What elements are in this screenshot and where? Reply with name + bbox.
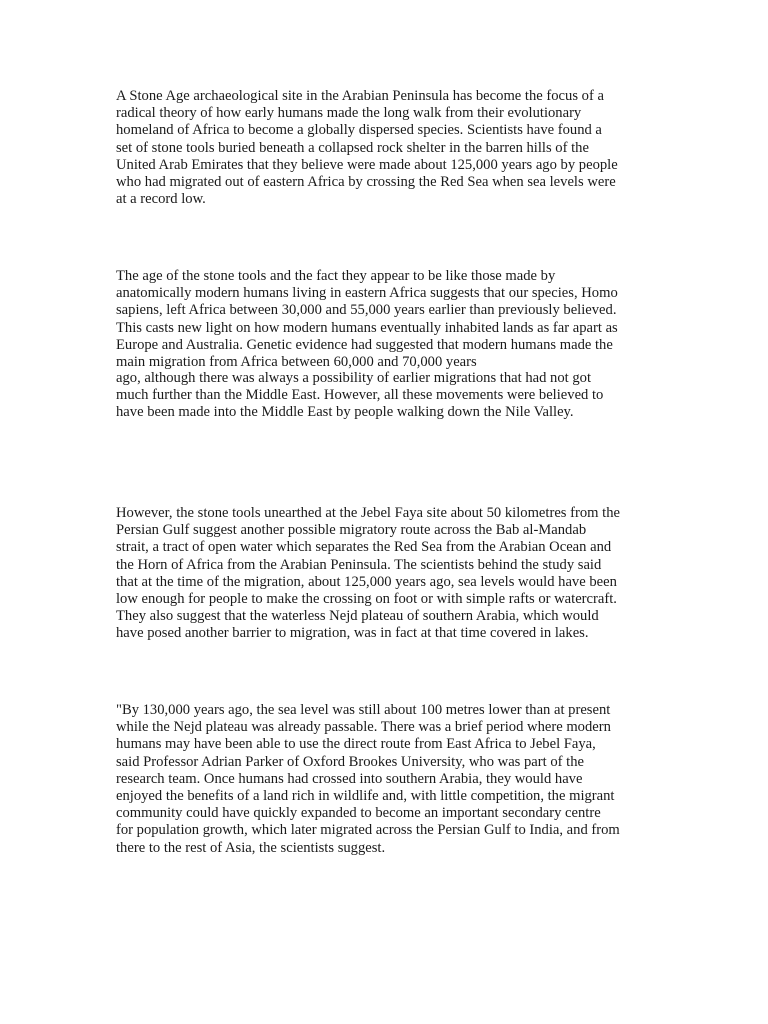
- text-line: the Horn of Africa from the Arabian Peninsula. The scientists behind the study said: [116, 556, 602, 573]
- text-line: much further than the Middle East. However, all these movements were believed to: [116, 387, 604, 404]
- text-line: They also suggest that the waterless Nejd plateau of southern Arabia, which would: [116, 608, 599, 625]
- text-line: said Professor Adrian Parker of Oxford Brookes University, who was part of the: [116, 753, 584, 770]
- text-line: United Arab Emirates that they believe were made about 125,000 years ago by people: [116, 156, 618, 173]
- text-line: ago, although there was always a possibility of earlier migrations that had not got: [116, 370, 591, 386]
- text-line: Persian Gulf suggest another possible migratory route across the Bab al-Mandab: [116, 522, 587, 539]
- text-line: A Stone Age archaeological site in the Arabian Peninsula has become the focus of a: [116, 88, 604, 104]
- paragraph-3: [116, 370, 656, 422]
- text-line: set of stone tools buried beneath a collapsed rock shelter in the barren hills of the: [116, 139, 589, 156]
- text-line: The age of the stone tools and the fact they appear to be like those made by: [116, 268, 556, 284]
- text-line: low enough for people to make the crossing on foot or with simple rafts or watercraft.: [116, 591, 617, 608]
- text-line: Europe and Australia. Genetic evidence had suggested that modern humans made the: [116, 336, 613, 353]
- text-line: anatomically modern humans living in eastern Africa suggests that our species, Homo: [116, 285, 618, 302]
- text-line: have posed another barrier to migration, was in fact at that time covered in lakes.: [116, 625, 589, 642]
- text-line: homeland of Africa to become a globally dispersed species. Scientists have found a: [116, 122, 602, 139]
- text-line: at a record low.: [116, 191, 206, 208]
- text-line: have been made into the Middle East by people walking down the Nile Valley.: [116, 404, 574, 421]
- text-line: research team. Once humans had crossed into southern Arabia, they would have: [116, 770, 583, 787]
- text-line: humans may have been able to use the direct route from East Africa to Jebel Faya,: [116, 736, 596, 753]
- text-line: that at the time of the migration, about 125,000 years ago, sea levels would have been: [116, 573, 617, 590]
- text-line: there to the rest of Asia, the scientists suggest.: [116, 839, 386, 856]
- text-line: This casts new light on how modern humans eventually inhabited lands as far apart as: [116, 319, 618, 336]
- paragraph-1: [116, 88, 656, 208]
- text-line: radical theory of how early humans made the long walk from their evolutionary: [116, 105, 582, 122]
- paragraph-2: [116, 268, 656, 371]
- text-line: main migration from Africa between 60,000 and 70,000 years: [116, 354, 477, 371]
- paragraph-5: [116, 702, 656, 857]
- text-line: However, the stone tools unearthed at the Jebel Faya site about 50 kilometres from the: [116, 505, 620, 521]
- text-line: enjoyed the benefits of a land rich in wildlife and, with little competition, the migrant: [116, 788, 615, 805]
- text-line: strait, a tract of open water which separates the Red Sea from the Arabian Ocean and: [116, 539, 612, 556]
- text-line: sapiens, left Africa between 30,000 and 55,000 years earlier than previously believed.: [116, 302, 617, 319]
- text-line: for population growth, which later migrated across the Persian Gulf to India, and from: [116, 822, 620, 839]
- text-line: who had migrated out of eastern Africa by crossing the Red Sea when sea levels were: [116, 174, 616, 191]
- paragraph-4: [116, 505, 656, 643]
- text-line: community could have quickly expanded to become an important secondary centre: [116, 805, 601, 822]
- text-line: "By 130,000 years ago, the sea level was still about 100 metres lower than at present: [116, 702, 611, 718]
- text-line: while the Nejd plateau was already passable. There was a brief period where modern: [116, 719, 611, 736]
